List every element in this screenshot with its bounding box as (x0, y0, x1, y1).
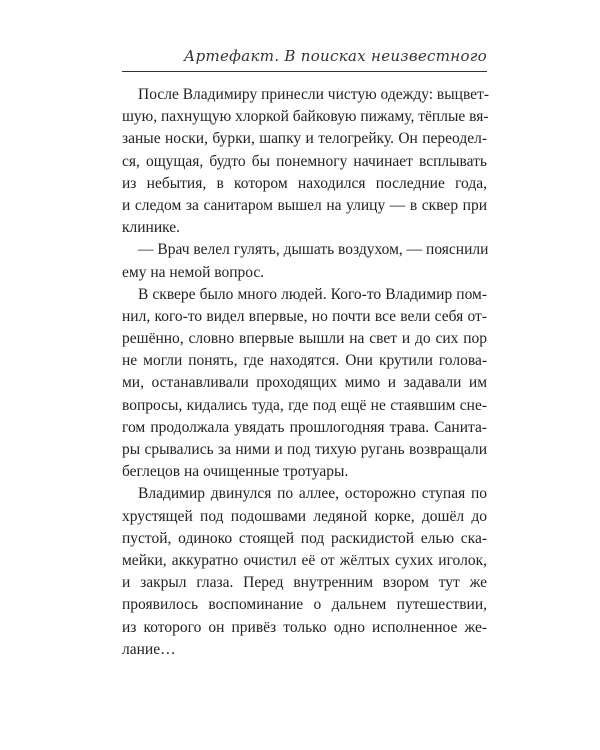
text-line: хрустящей под подошвами ледяной корке, дошёл до (122, 507, 487, 525)
text-line: После Владимиру принесли чистую одежду: выцвет- (138, 86, 489, 103)
page-header (122, 47, 487, 73)
text-line: Владимир двинулся по аллее, осторожно ступая по (138, 485, 487, 503)
header-rule (122, 71, 487, 72)
body-text (122, 84, 487, 661)
text-line: ми, останавливали проходящих мимо и задавали им (122, 374, 487, 392)
text-line: мейки, аккуратно очистил её от жёлтых сухих иголок, (122, 551, 487, 569)
text-line: не могли понять, где находятся. Они крутили голова- (122, 352, 487, 370)
text-line: гом продолжала увядать прошлогодняя трава. Санита- (122, 418, 487, 436)
text-line: и следом за санитаром вышел на улицу — в сквер при (122, 196, 487, 214)
text-line: и закрыл глаза. Перед внутренним взором тут же (122, 574, 487, 592)
text-line: решённо, словно впервые вышли на свет и до сих пор (122, 330, 487, 348)
text-line: — Врач велел гулять, дышать воздухом, — пояснили (138, 241, 489, 259)
text-line: беглецов на очищенные тротуары. (122, 463, 349, 481)
text-line: вопросы, кидались туда, где под ещё не стаявшим сне- (122, 396, 487, 414)
text-line: нил, кого-то видел впервые, но почти все вели себя от- (122, 307, 487, 325)
text-line: ры срывались за ними и под тихую ругань возвращали (122, 441, 487, 458)
running-title: Артефакт. В поисках неизвестного (183, 47, 487, 65)
text-line: ему на немой вопрос. (122, 263, 265, 281)
text-line: пустой, одиноко стоящей под раскидистой елью ска- (122, 529, 487, 547)
text-line: заные носки, бурки, шапку и телогрейку. Он переодел- (122, 130, 487, 148)
text-line: ся, ощущая, будто бы понемногу начинает всплывать (122, 152, 487, 170)
text-line: из небытия, в котором находился последние года, (122, 174, 487, 192)
text-line: лание… (122, 640, 176, 658)
text-line: проявилось воспоминание о дальнем путешествии, (122, 596, 487, 614)
text-line: В сквере было много людей. Кого-то Владимир пом- (138, 285, 487, 303)
text-line: шую, пахнущую хлоркой байковую пижаму, тёплые вя- (122, 108, 489, 126)
text-line: из которого он привёз только одно исполненное же- (122, 618, 487, 636)
text-line: клинике. (122, 219, 181, 237)
